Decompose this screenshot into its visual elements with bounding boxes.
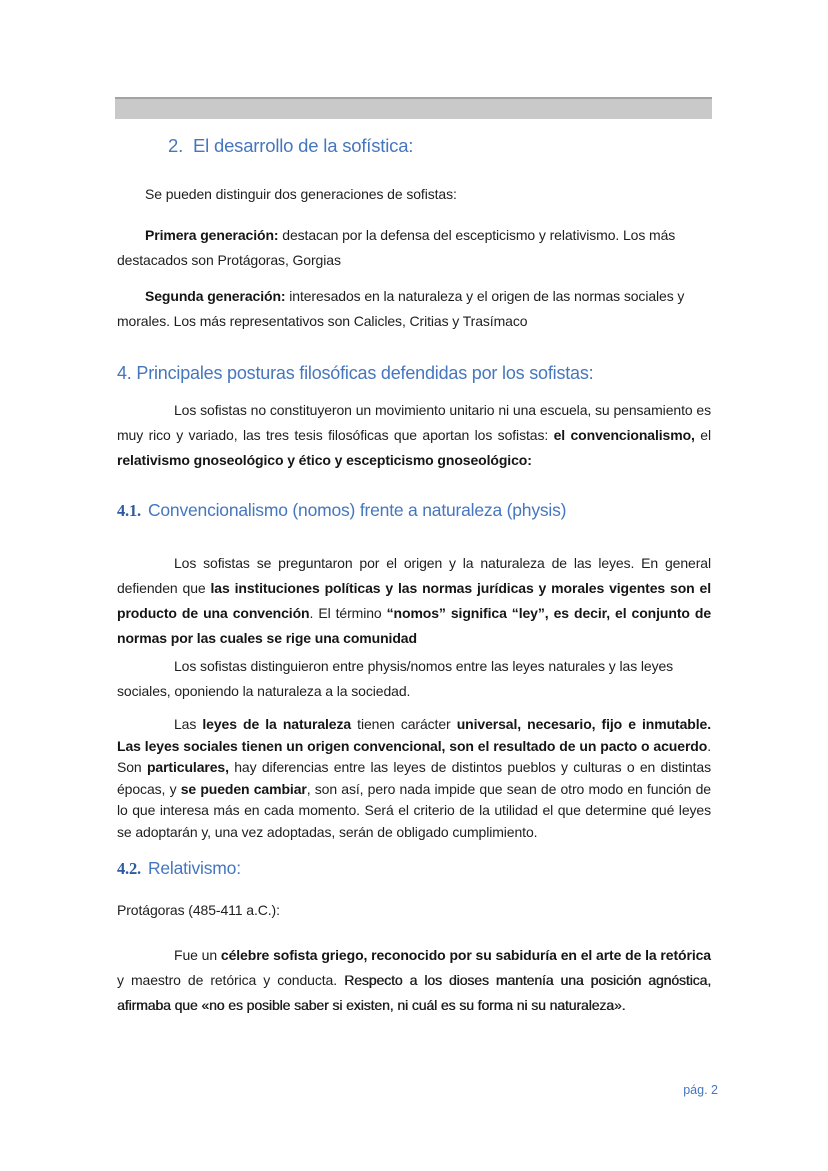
heading-text: Convencionalismo (nomos) frente a naturaleza (physis) bbox=[147, 500, 567, 520]
page-number: pág. 2 bbox=[683, 1083, 718, 1097]
para-primera-generacion: Primera generación: destacan por la defensa del escepticismo y relativismo. Los más destacados son Protágoras, Gorgias bbox=[117, 227, 676, 268]
para-origen-leyes: Los sofistas se preguntaron por el origen y la naturaleza de las leyes. En general defienden que las instituciones políticas y las normas jurídicas y morales vigentes son el producto de una convención. El término “nomos” significa “ley”, es decir, el conjunto de normas por las cuales se rige una comunidad bbox=[117, 555, 712, 646]
heading-number: 2. bbox=[168, 135, 184, 156]
para-physis-nomos: Los sofistas distinguieron entre physis/nomos entre las leyes naturales y las leyes sociales, oponiendo la naturaleza a la sociedad. bbox=[117, 658, 674, 699]
heading-principales-posturas: 4. Principales posturas filosóficas defendidas por los sofistas: bbox=[117, 363, 594, 383]
heading-text: Relativismo: bbox=[147, 858, 241, 878]
heading-number: 4.2. bbox=[117, 859, 141, 878]
para-protagoras-fechas: Protágoras (485-411 a.C.): bbox=[117, 902, 280, 918]
heading-relativismo bbox=[117, 855, 711, 882]
heading-convencionalismo bbox=[117, 497, 711, 524]
heading-text: El desarrollo de la sofística: bbox=[193, 135, 414, 156]
para-leyes-naturaleza: Las leyes de la naturaleza tienen carácter universal, necesario, fijo e inmutable. Las leyes sociales tienen un origen convencional, son el resultado de un pacto o acuerdo. Son particulares, hay diferencias entre las leyes de distintos pueblos y culturas o en distintas épocas, y se pueden cambiar, son así, pero nada impide que sean de otro modo en función de lo que interesa más en cada momento. Será el criterio de la utilidad el que determine qué leyes se adoptarán y, una vez adoptadas, serán de obligado cumplimiento. bbox=[117, 716, 712, 840]
para-protagoras-descripcion: Fue un célebre sofista griego, reconocido por su sabiduría en el arte de la retórica y maestro de retórica y conducta. Respecto a los dioses mantenía una posición agnóstica, afirmaba que «no es posible saber si existen, ni cuál es su forma ni su naturaleza». bbox=[117, 947, 711, 1013]
para-generaciones-intro: Se pueden distinguir dos generaciones de sofistas: bbox=[145, 186, 457, 202]
top-divider-bar bbox=[115, 97, 712, 119]
para-segunda-generacion: Segunda generación: interesados en la naturaleza y el origen de las normas sociales y morales. Los más representativos son Calicles, Critias y Trasímaco bbox=[117, 288, 685, 329]
heading-number: 4.1. bbox=[117, 501, 141, 520]
document-body bbox=[117, 119, 711, 1018]
heading-el-desarrollo bbox=[117, 133, 711, 159]
para-tres-tesis: Los sofistas no constituyeron un movimiento unitario ni una escuela, su pensamiento es muy rico y variado, las tres tesis filosóficas que aportan los sofistas: el convencionalismo, el relativismo gnoseológico y ético y escepticismo gnoseológico: bbox=[117, 402, 711, 468]
